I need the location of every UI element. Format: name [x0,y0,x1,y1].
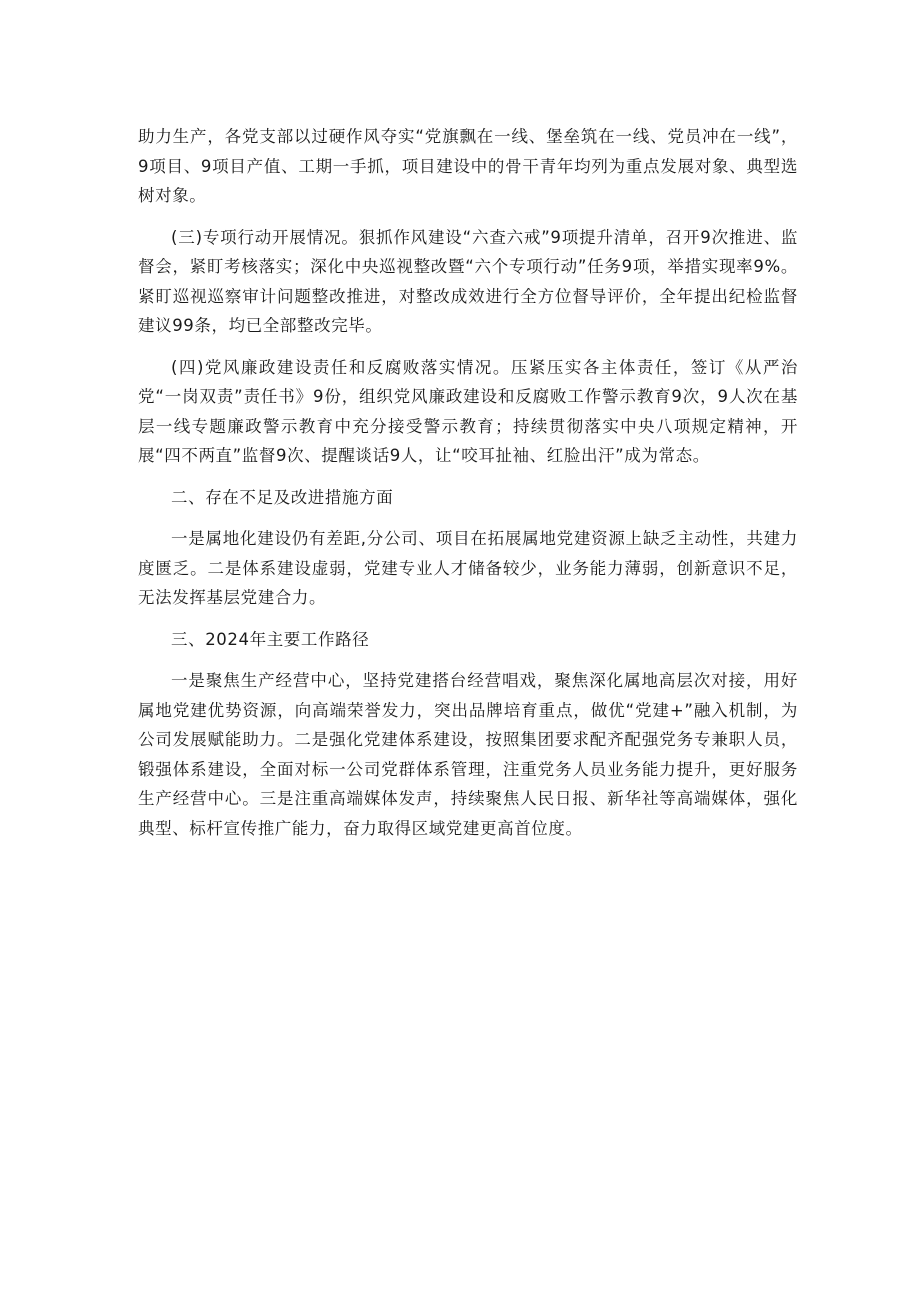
paragraph-production-support: 助力生产，各党支部以过硬作风夺实“党旗飘在一线、堡垒筑在一线、党员冲在一线”，9项目、9项目产值、工期一手抓，项目建设中的骨干青年均列为重点发展对象、典型选树对象。 [138,127,798,205]
document-page [138,122,798,855]
paragraph-2024-path: 一是聚焦生产经营中心，坚持党建搭台经营唱戏，聚焦深化属地高层次对接，用好属地党建优势资源，向高端荣誉发力，突出品牌培育重点，做优“党建+”融入机制，为公司发展赋能助力。二是强化党建体系建设，按照集团要求配齐配强党务专兼职人员，锻强体系建设，全面对标一公司党群体系管理，注重党务人员业务能力提升，更好服务生产经营中心。三是注重高端媒体发声，持续聚焦人民日报、新华社等高端媒体，强化典型、标杆宣传推广能力，奋力取得区域党建更高首位度。 [138,671,798,838]
section-heading-shortcomings: 二、存在不足及改进措施方面 [171,487,394,507]
paragraph-special-actions: (三)专项行动开展情况。狠抓作风建设“六查六戒”9项提升清单，召开9次推进、监督会，紧盯考核落实；深化中央巡视整改暨“六个专项行动”任务9项，举措实现率9%。紧盯巡视巡察审计问题整改推进，对整改成效进行全方位督导评价，全年提出纪检监督建议99条，均已全部整改完毕。 [138,227,798,335]
paragraph-shortcomings: 一是属地化建设仍有差距,分公司、项目在拓展属地党建资源上缺乏主动性，共建力度匮乏。二是体系建设虚弱，党建专业人才储备较少，业务能力薄弱，创新意识不足，无法发挥基层党建合力。 [138,529,798,607]
section-heading-2024-path: 三、2024年主要工作路径 [171,629,370,649]
paragraph-anti-corruption: (四)党风廉政建设责任和反腐败落实情况。压紧压实各主体责任，签订《从严治党“一岗双责”责任书》9份，组织党风廉政建设和反腐败工作警示教育9次，9人次在基层一线专题廉政警示教育中充分接受警示教育；持续贯彻落实中央八项规定精神，开展“四不两直”监督9次、提醒谈话9人，让“咬耳扯袖、红脸出汗”成为常态。 [138,357,798,465]
